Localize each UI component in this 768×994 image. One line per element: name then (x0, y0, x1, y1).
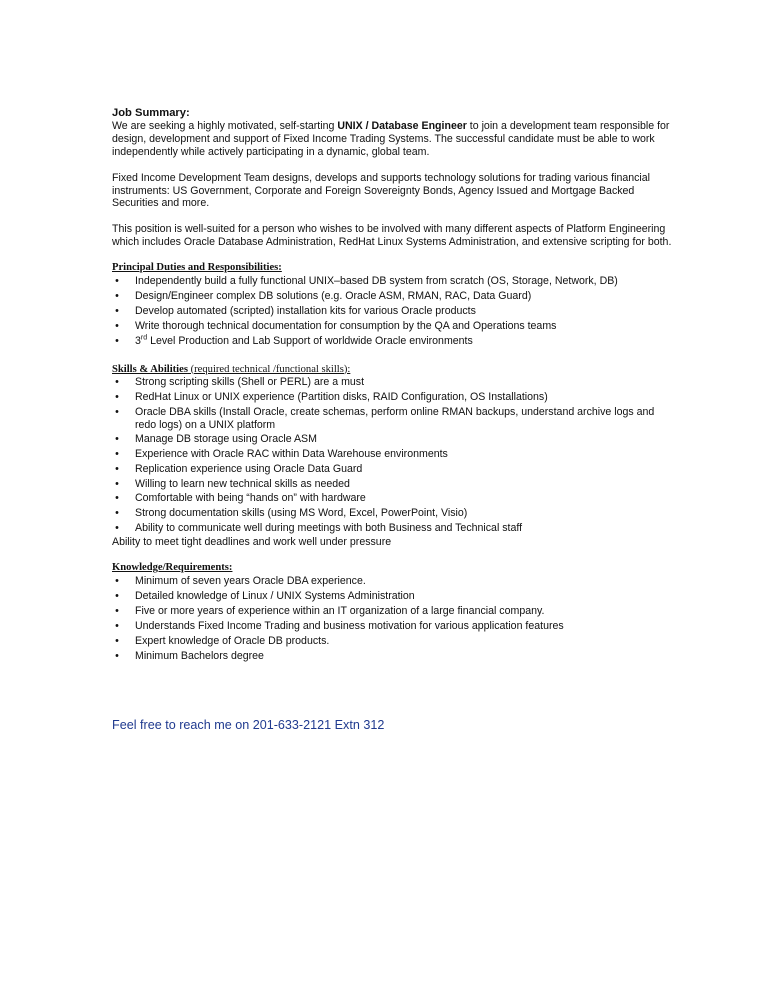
list-item: • Minimum of seven years Oracle DBA experience. (112, 575, 672, 588)
list-item: • Develop automated (scripted) installation kits for various Oracle products (112, 305, 672, 318)
list-item: • Experience with Oracle RAC within Data Warehouse environments (112, 448, 672, 461)
bullet-icon: • (115, 521, 119, 534)
skills-list (112, 376, 672, 534)
bullet-icon: • (115, 335, 119, 348)
bullet-icon: • (115, 650, 119, 663)
bullet-icon: • (115, 290, 119, 303)
list-item: • Comfortable with being “hands on” with hardware (112, 492, 672, 505)
summary-paragraph-2: Fixed Income Development Team designs, develops and supports technology solutions for trading various financial instruments: US Government, Corporate and Foreign Sovereignty Bonds, Agency Issued and Mortgage Backed Securities and more. (112, 171, 651, 210)
contact-line: Feel free to reach me on 201-633-2121 Extn 312 (112, 718, 385, 732)
skills-section-title: Skills & Abilities (required technical /functional skills): (112, 363, 351, 375)
skills-trailing-line: Ability to meet tight deadlines and work well under pressure (112, 536, 392, 549)
list-item: • Strong scripting skills (Shell or PERL) are a must (112, 376, 672, 389)
bullet-icon: • (115, 305, 119, 318)
list-item: • Willing to learn new technical skills as needed (112, 478, 672, 491)
list-item: • Ability to communicate well during meetings with both Business and Technical staff (112, 522, 672, 535)
bullet-icon: • (115, 448, 119, 461)
knowledge-list (112, 575, 672, 663)
list-item: • Detailed knowledge of Linux / UNIX Systems Administration (112, 590, 672, 603)
bullet-icon: • (115, 635, 119, 648)
bullet-icon: • (115, 492, 119, 505)
list-item: • Understands Fixed Income Trading and business motivation for various application features (112, 620, 672, 633)
bullet-icon: • (115, 275, 119, 288)
bullet-icon: • (115, 620, 119, 633)
summary-p1-intro: We are seeking a highly motivated, self-starting (112, 119, 338, 132)
duties-list (112, 275, 672, 348)
bullet-icon: • (115, 391, 119, 404)
list-item: • 3rd Level Production and Lab Support of worldwide Oracle environments (112, 335, 672, 348)
knowledge-section-title: Knowledge/Requirements: (112, 562, 233, 574)
duties-section-title: Principal Duties and Responsibilities: (112, 262, 282, 274)
summary-paragraph-1 (112, 120, 672, 159)
list-item: • Write thorough technical documentation for consumption by the QA and Operations teams (112, 320, 672, 333)
list-item: • Independently build a fully functional UNIX–based DB system from scratch (OS, Storage, Network, DB) (112, 275, 672, 288)
bullet-icon: • (115, 320, 119, 333)
bullet-icon: • (115, 575, 119, 588)
list-item: • Replication experience using Oracle Data Guard (112, 463, 672, 476)
bullet-icon: • (115, 462, 119, 475)
bullet-icon: • (115, 376, 119, 389)
job-summary-heading: Job Summary: (112, 107, 190, 119)
list-item: • Oracle DBA skills (Install Oracle, create schemas, perform online RMAN backups, understand archive logs and redo logs) on a UNIX platform (112, 406, 672, 432)
bullet-icon: • (115, 590, 119, 603)
list-item: • Five or more years of experience within an IT organization of a large financial company. (112, 605, 672, 618)
bullet-icon: • (115, 433, 119, 446)
list-item: • Design/Engineer complex DB solutions (e.g. Oracle ASM, RMAN, RAC, Data Guard) (112, 290, 672, 303)
summary-paragraph-3: This position is well-suited for a person who wishes to be involved with many different aspects of Platform Engineering which includes Oracle Database Administration, RedHat Linux Systems Administration, and extensive scripting for both. (112, 223, 672, 249)
list-item: • Strong documentation skills (using MS Word, Excel, PowerPoint, Visio) (112, 507, 672, 520)
summary-p1-rest: to join a development team responsible for design, development and support of Fixed Income Trading Systems. The successful candidate must be able to work independently while actively participating in a dynamic, global team. (112, 119, 670, 158)
list-item: • Expert knowledge of Oracle DB products. (112, 635, 672, 648)
role-title: UNIX / Database Engineer (337, 119, 467, 132)
list-item: • Manage DB storage using Oracle ASM (112, 433, 672, 446)
bullet-icon: • (115, 405, 119, 418)
bullet-icon: • (115, 477, 119, 490)
list-item: • Minimum Bachelors degree (112, 650, 672, 663)
bullet-icon: • (115, 506, 119, 519)
bullet-icon: • (115, 605, 119, 618)
job-description-document (112, 107, 672, 665)
list-item: • RedHat Linux or UNIX experience (Partition disks, RAID Configuration, OS Installations) (112, 391, 672, 404)
